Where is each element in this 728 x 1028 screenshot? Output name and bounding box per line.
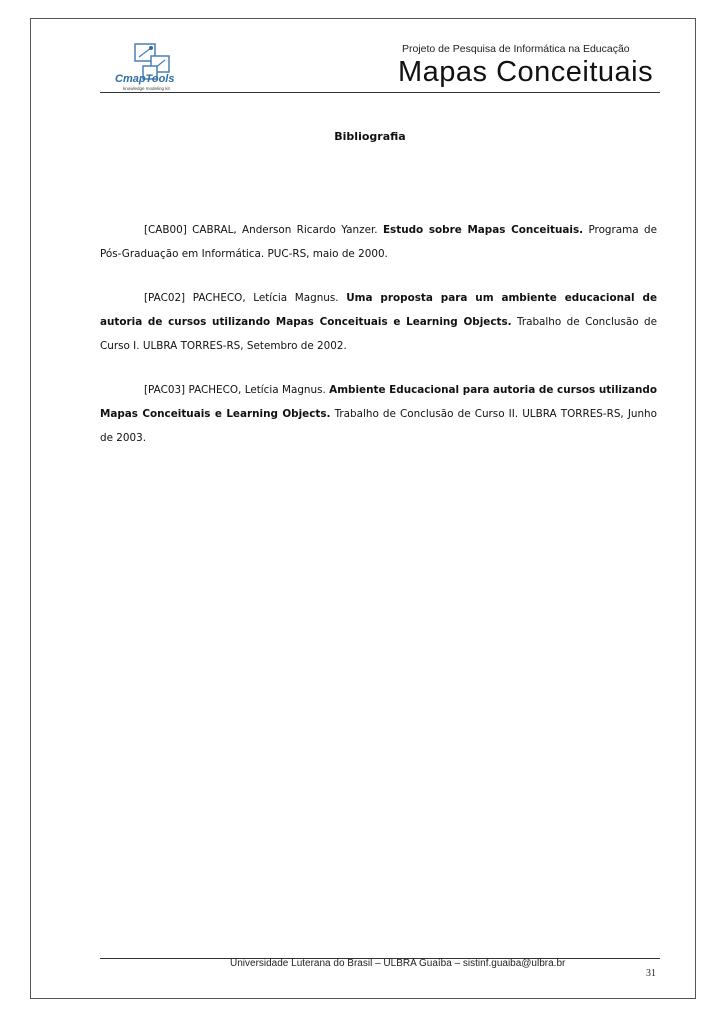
header-title: Mapas Conceituais [398, 56, 654, 88]
page-number: 31 [646, 968, 656, 979]
reference-prefix: [PAC03] PACHECO, Letícia Magnus. [144, 384, 330, 396]
section-title: Bibliografia [334, 130, 406, 143]
page-border [30, 18, 696, 999]
reference-item [100, 286, 657, 358]
header-divider [100, 92, 660, 93]
cmaptools-logo [113, 42, 193, 94]
reference-suffix: Trabalho de Conclusão de Curso II. ULBRA TORRES-RS, Junho de 2003. [100, 408, 657, 444]
reference-title: Estudo sobre Mapas Conceituais. [382, 224, 584, 236]
logo-tagline: knowledge modeling kit [123, 86, 170, 91]
logo-text: CmapTools [115, 73, 175, 85]
project-line: Projeto de Pesquisa de Informática na Educação [402, 43, 630, 55]
reference-prefix: [PAC02] PACHECO, Letícia Magnus. [144, 292, 347, 304]
reference-suffix: Trabalho de Conclusão de Curso I. ULBRA TORRES-RS, Setembro de 2002. [100, 316, 657, 352]
reference-item [100, 378, 657, 450]
reference-suffix: Programa de Pós-Graduação em Informática. PUC-RS, maio de 2000. [100, 224, 657, 260]
reference-prefix: [CAB00] CABRAL, Anderson Ricardo Yanzer. [144, 224, 383, 236]
reference-list [100, 218, 657, 470]
reference-title: Uma proposta para um ambiente educacional de autoria de cursos utilizando Mapas Conceituais e Learning Objects. [100, 292, 657, 328]
reference-item [100, 218, 657, 266]
footer-text: Universidade Luterana do Brasil – ULBRA Guaíba – sistinf.guaiba@ulbra.br [230, 958, 566, 969]
reference-title: Ambiente Educacional para autoria de cursos utilizando Mapas Conceituais e Learning Objects. [100, 384, 657, 420]
